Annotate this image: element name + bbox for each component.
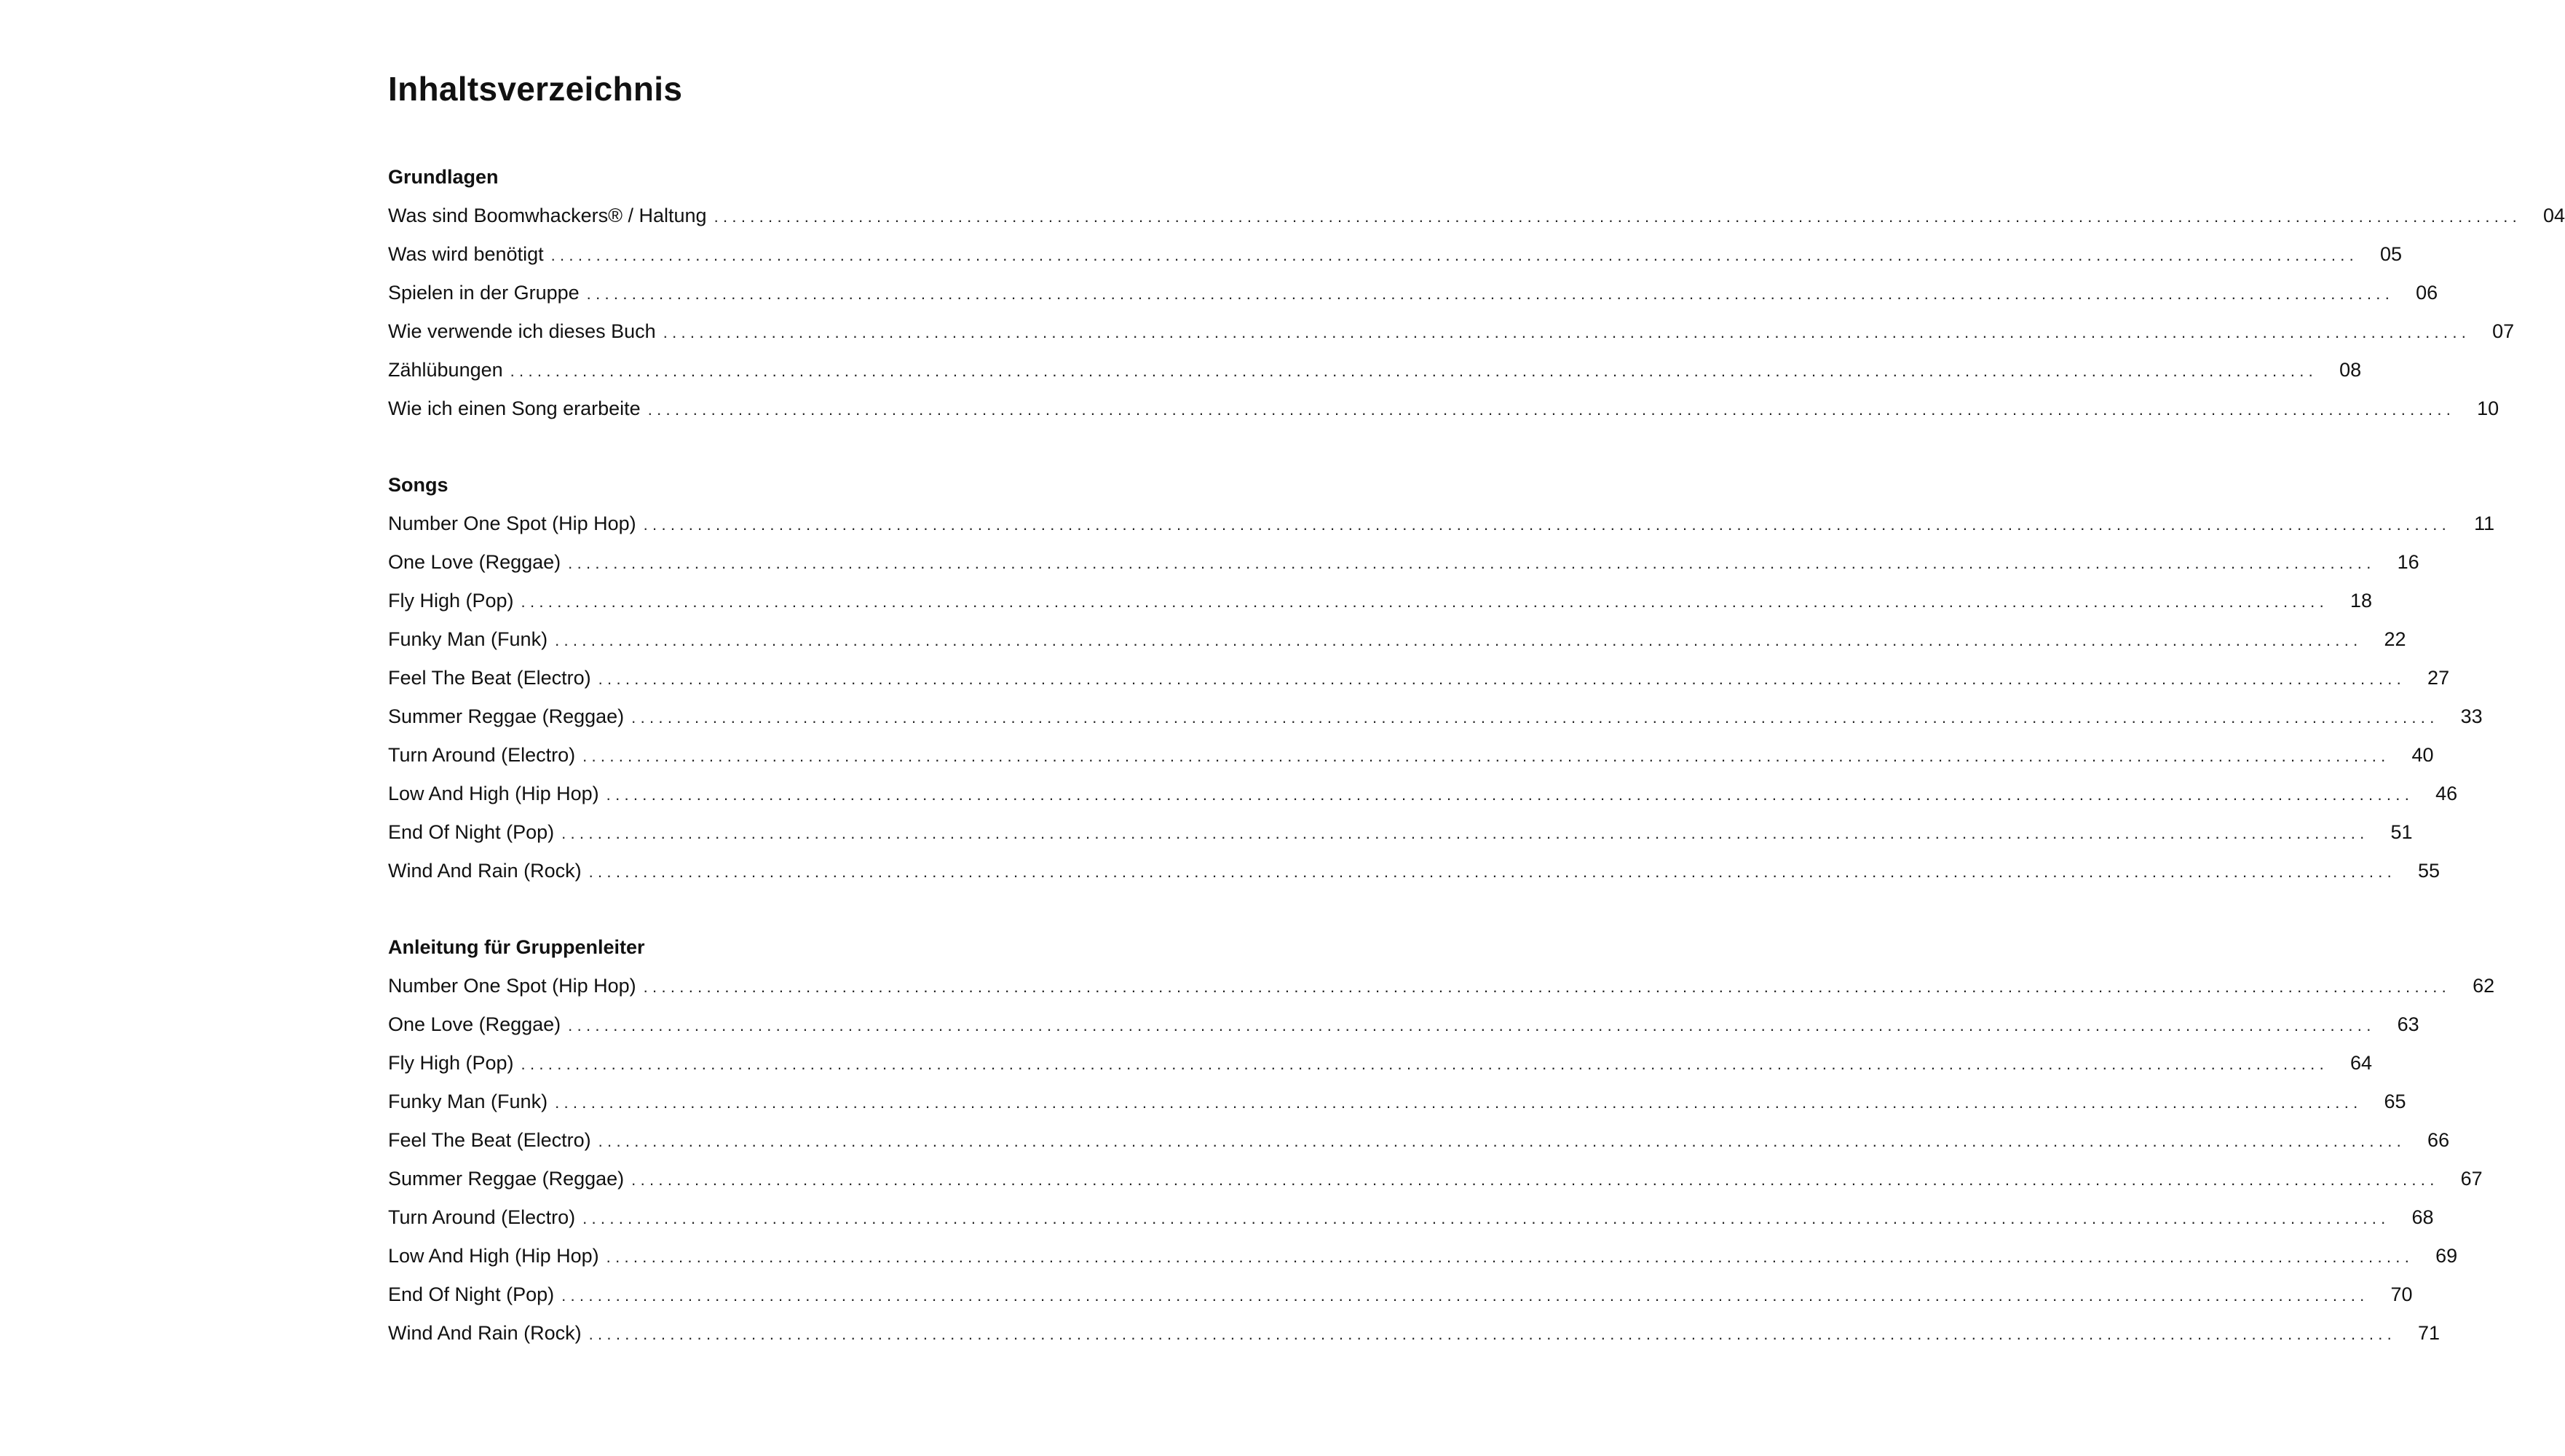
dot-leader: ........................................................................................................................................................................................................ (568, 1016, 2376, 1034)
toc-entry-page: 51 (2390, 821, 2413, 843)
toc-entry (388, 312, 2515, 351)
toc-entry-title: Summer Reggae (Reggae) (388, 1168, 625, 1190)
toc-entry-title: End Of Night (Pop) (388, 821, 555, 843)
toc-entry (388, 1237, 2458, 1275)
toc-entry-title: Fly High (Pop) (388, 1052, 514, 1074)
toc-entry (388, 967, 2495, 1005)
toc-entry-title: Spielen in der Gruppe (388, 282, 580, 304)
toc-entry (388, 1314, 2440, 1353)
toc-entry (388, 775, 2458, 813)
toc-entry-page: 68 (2411, 1206, 2434, 1228)
dot-leader: ........................................................................................................................................................................................................ (521, 593, 2329, 611)
toc-entry-page: 71 (2418, 1322, 2440, 1344)
dot-leader: ........................................................................................................................................................................................................ (643, 515, 2451, 534)
toc-entry-title: Wind And Rain (Rock) (388, 860, 582, 882)
toc-entry (388, 1121, 2450, 1160)
toc-entry (388, 852, 2440, 890)
toc-entry (388, 235, 2403, 274)
toc-entry-title: Was wird benötigt (388, 243, 544, 265)
section-heading: Anleitung für Gruppenleiter (388, 936, 645, 958)
toc-entry-page: 07 (2492, 320, 2515, 342)
toc-entry (388, 1160, 2483, 1198)
toc-entry-title: Turn Around (Electro) (388, 1206, 576, 1228)
dot-leader: ........................................................................................................................................................................................................ (598, 670, 2406, 688)
toc-entry-page: 08 (2339, 359, 2362, 381)
toc-entry (388, 620, 2406, 659)
toc-entry-title: Summer Reggae (Reggae) (388, 705, 625, 727)
dot-leader: ........................................................................................................................................................................................................ (631, 1171, 2439, 1189)
toc-entry (388, 736, 2434, 775)
dot-leader: ........................................................................................................................................................................................................ (588, 863, 2397, 881)
dot-leader: ........................................................................................................................................................................................................ (550, 246, 2359, 264)
toc-entry-page: 65 (2384, 1091, 2406, 1112)
toc-entry (388, 1083, 2406, 1121)
toc-entry-page: 33 (2460, 705, 2483, 727)
toc-entry-page: 69 (2435, 1245, 2458, 1267)
dot-leader: ........................................................................................................................................................................................................ (663, 323, 2471, 341)
toc-entry (388, 389, 2499, 428)
toc-entry-page: 66 (2427, 1129, 2450, 1151)
toc-entry-title: Funky Man (Funk) (388, 628, 548, 650)
toc-entry-page: 11 (2474, 513, 2495, 534)
toc-entry (388, 351, 2362, 389)
toc-entry-page: 70 (2390, 1283, 2413, 1305)
page-title: Inhaltsverzeichnis (388, 70, 683, 108)
toc-entry-page: 62 (2473, 975, 2495, 997)
toc-entry-title: Funky Man (Funk) (388, 1091, 548, 1112)
dot-leader: ........................................................................................................................................................................................................ (521, 1055, 2329, 1073)
dot-leader: ........................................................................................................................................................................................................ (586, 285, 2395, 303)
dot-leader: ........................................................................................................................................................................................................ (582, 747, 2390, 765)
toc-entry (388, 197, 2565, 235)
table-of-contents (388, 67, 2565, 1353)
toc-entry-title: Feel The Beat (Electro) (388, 667, 591, 689)
toc-entry-page: 22 (2384, 628, 2406, 650)
section-heading: Songs (388, 474, 448, 496)
toc-entry (388, 1005, 2419, 1044)
toc-entry-title: Low And High (Hip Hop) (388, 783, 599, 804)
toc-entry-page: 46 (2435, 783, 2458, 804)
toc-entry-title: One Love (Reggae) (388, 1013, 561, 1035)
dot-leader: ........................................................................................................................................................................................................ (561, 824, 2369, 842)
toc-entry-title: Zählübungen (388, 359, 503, 381)
toc-entry-page: 64 (2349, 1052, 2373, 1074)
dot-leader: ........................................................................................................................................................................................................ (510, 362, 2318, 380)
toc-entry-title: Fly High (Pop) (388, 590, 514, 612)
toc-entry-title: Low And High (Hip Hop) (388, 1245, 599, 1267)
toc-entry-title: Was sind Boomwhackers® / Haltung (388, 205, 707, 226)
toc-entry-title: One Love (Reggae) (388, 551, 561, 573)
dot-leader: ........................................................................................................................................................................................................ (606, 786, 2414, 804)
toc-entry-page: 63 (2397, 1013, 2419, 1035)
toc-entry (388, 1275, 2413, 1314)
dot-leader: ........................................................................................................................................................................................................ (631, 708, 2439, 727)
toc-entry-title: Wind And Rain (Rock) (388, 1322, 582, 1344)
toc-entry-title: Wie verwende ich dieses Buch (388, 320, 656, 342)
dot-leader: ........................................................................................................................................................................................................ (598, 1132, 2406, 1150)
toc-entry-page: 16 (2397, 551, 2419, 573)
toc-entry (388, 274, 2438, 312)
toc-entry-page: 05 (2380, 243, 2403, 265)
toc-entry-title: Turn Around (Electro) (388, 744, 576, 766)
toc-entry-page: 40 (2411, 744, 2434, 766)
toc-entry (388, 1198, 2434, 1237)
toc-entry (388, 697, 2483, 736)
toc-entry-title: Wie ich einen Song erarbeite (388, 397, 641, 419)
dot-leader: ........................................................................................................................................................................................................ (647, 400, 2456, 419)
toc-entry (388, 659, 2450, 697)
toc-section-songs (388, 466, 2495, 890)
toc-entry-title: Number One Spot (Hip Hop) (388, 975, 636, 997)
toc-entry-title: Feel The Beat (Electro) (388, 1129, 591, 1151)
toc-entry (388, 813, 2413, 852)
toc-entry (388, 582, 2373, 620)
dot-leader: ........................................................................................................................................................................................................ (555, 1093, 2363, 1112)
toc-entry-page: 55 (2418, 860, 2440, 882)
dot-leader: ........................................................................................................................................................................................................ (714, 207, 2522, 226)
toc-entry-page: 10 (2477, 397, 2499, 419)
toc-entry-page: 18 (2349, 590, 2373, 612)
toc-entry-page: 67 (2460, 1168, 2483, 1190)
toc-entry (388, 543, 2419, 582)
toc-entry-title: Number One Spot (Hip Hop) (388, 513, 636, 534)
dot-leader: ........................................................................................................................................................................................................ (561, 1286, 2369, 1305)
toc-entry-page: 27 (2427, 667, 2450, 689)
toc-entry (388, 1044, 2373, 1083)
dot-leader: ........................................................................................................................................................................................................ (588, 1325, 2397, 1343)
toc-entry-title: End Of Night (Pop) (388, 1283, 555, 1305)
toc-entry-page: 04 (2543, 205, 2565, 226)
toc-entry-page: 06 (2416, 282, 2438, 304)
dot-leader: ........................................................................................................................................................................................................ (606, 1248, 2414, 1266)
toc-section-anleitung (388, 928, 2495, 1353)
dot-leader: ........................................................................................................................................................................................................ (568, 554, 2376, 572)
dot-leader: ........................................................................................................................................................................................................ (582, 1209, 2390, 1227)
toc-section-grundlagen (388, 158, 2565, 428)
toc-entry (388, 505, 2495, 543)
dot-leader: ........................................................................................................................................................................................................ (555, 631, 2363, 649)
section-heading: Grundlagen (388, 166, 499, 188)
dot-leader: ........................................................................................................................................................................................................ (643, 978, 2451, 996)
